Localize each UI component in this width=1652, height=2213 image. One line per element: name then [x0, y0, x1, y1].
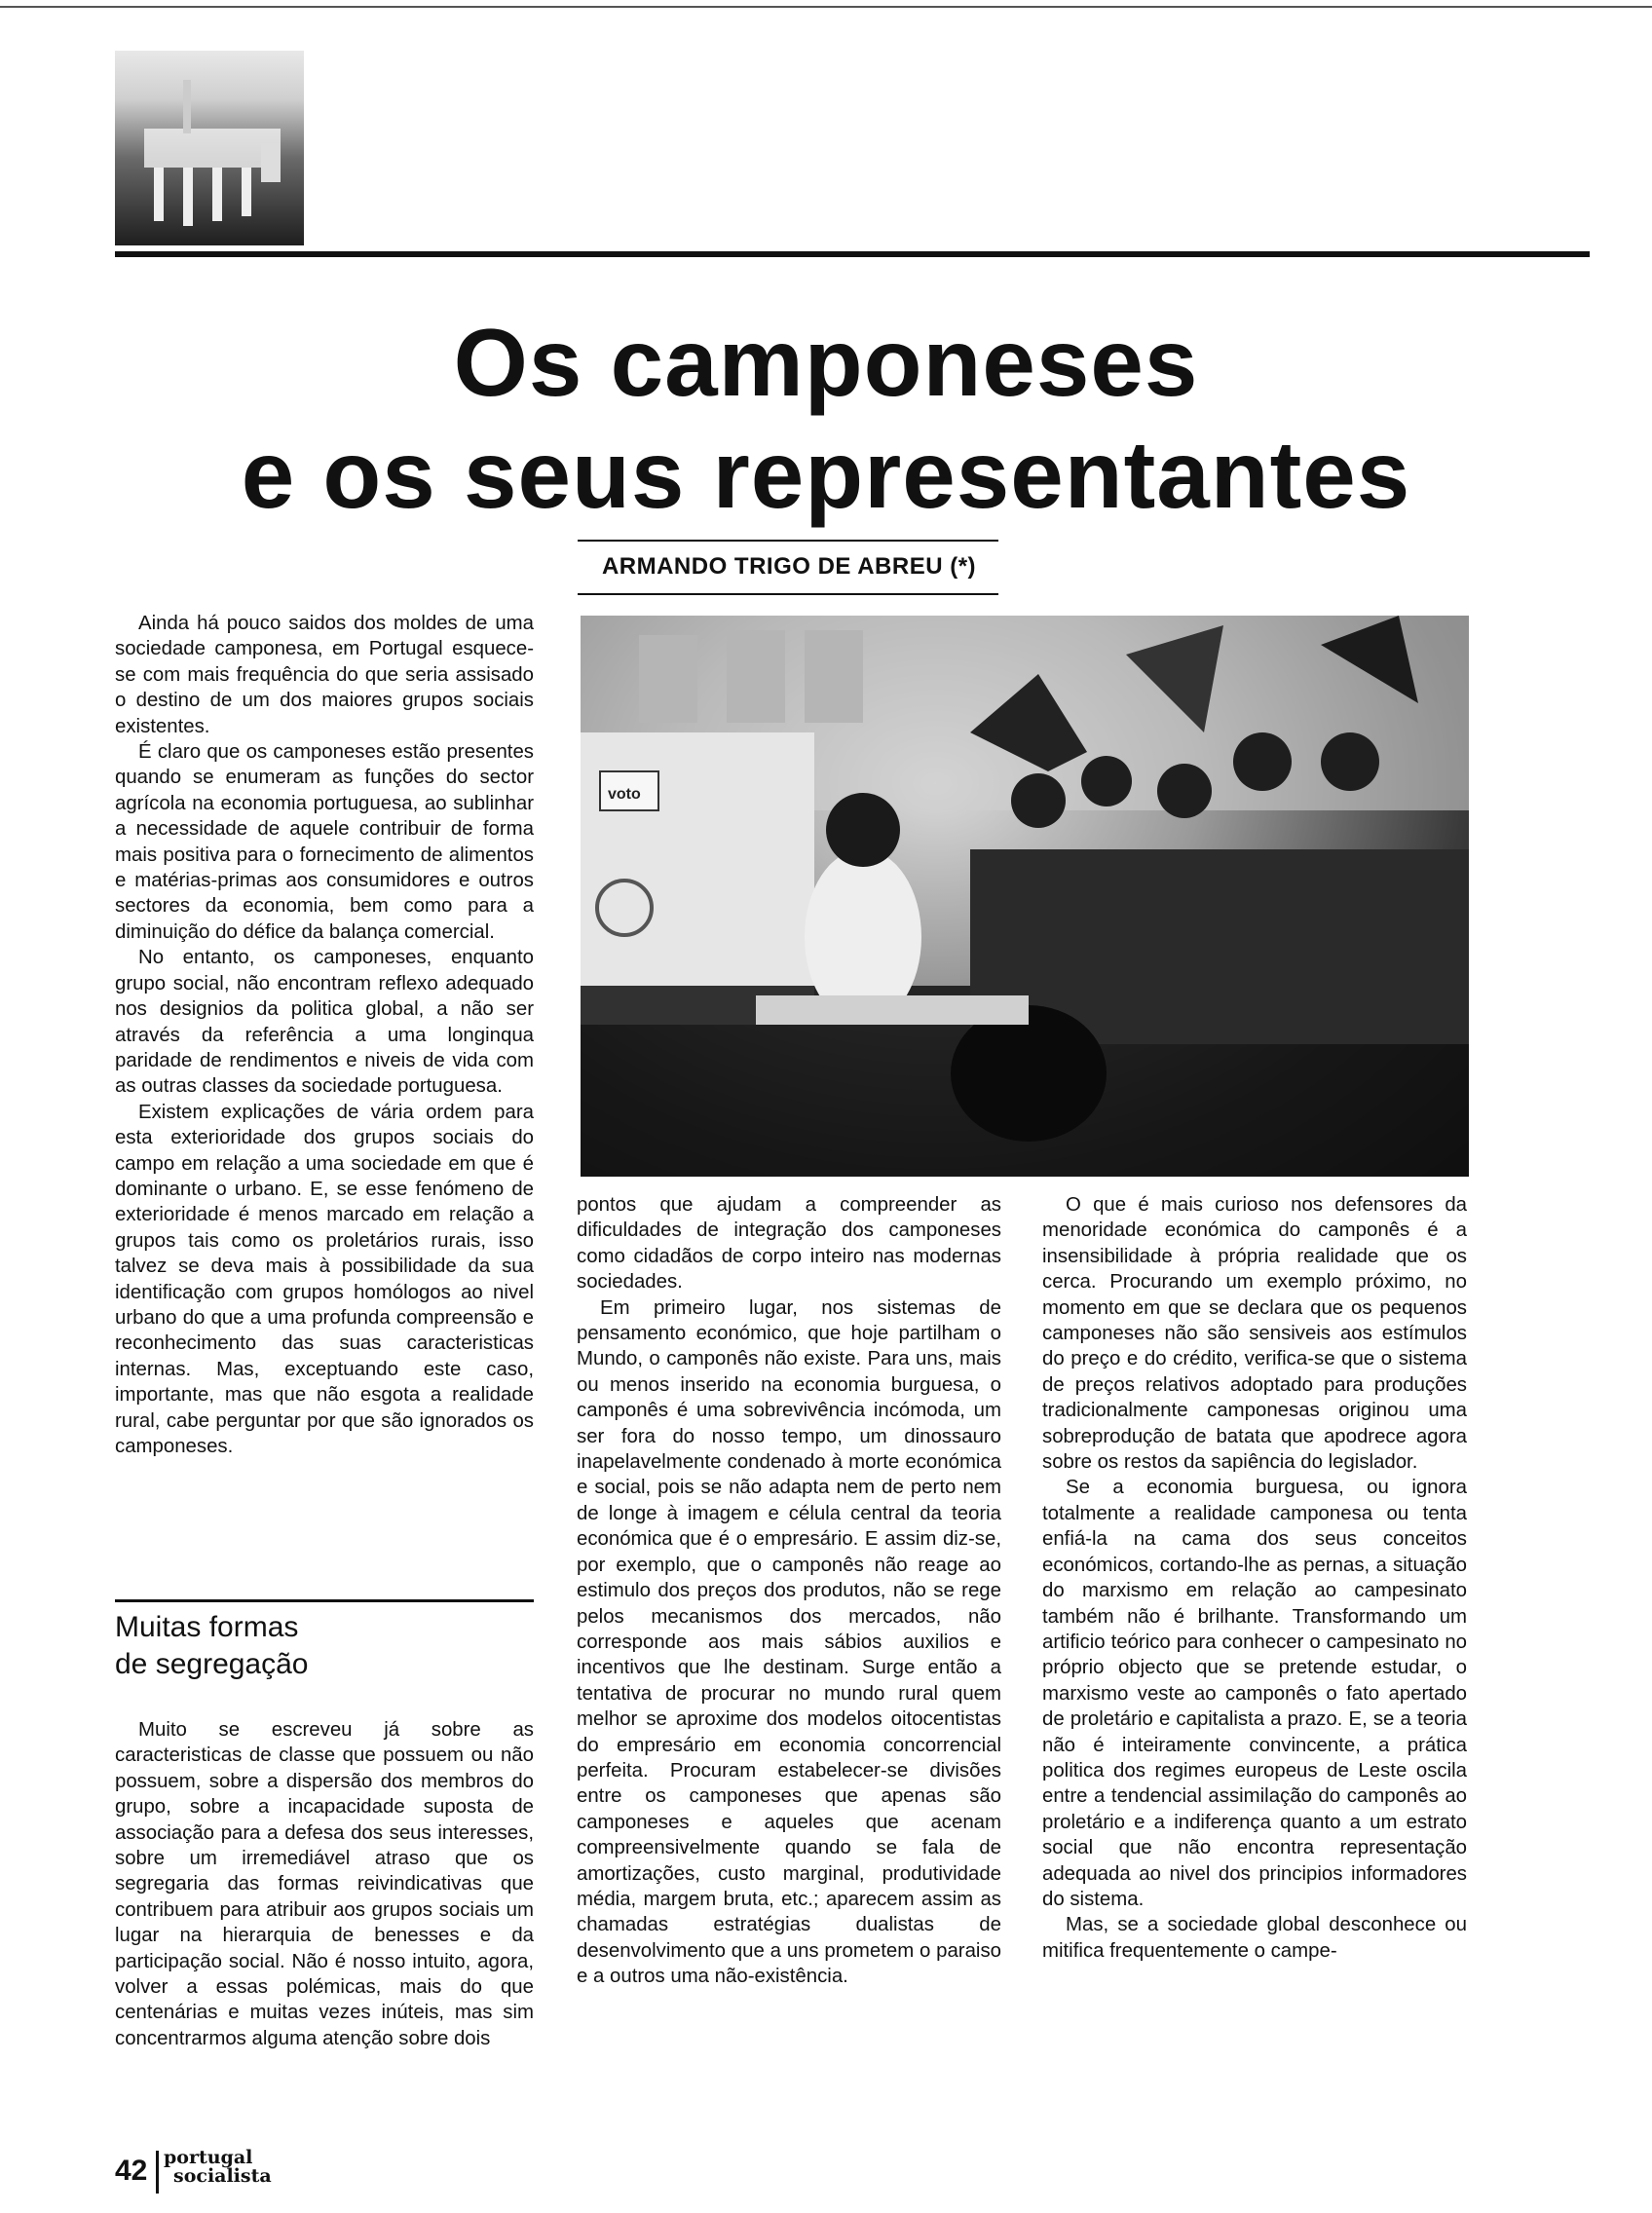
author-rule-top	[578, 540, 998, 542]
logo-line-1: portugal	[164, 2147, 253, 2168]
thumbnail-illustration	[115, 51, 304, 245]
header-rule	[115, 251, 1590, 257]
logo-line-2: socialista	[173, 2165, 272, 2187]
protest-photo-illustration	[581, 616, 1469, 1177]
paragraph: Se a economia burguesa, ou ignora totalmente a realidade camponesa ou tenta enfiá-la na cama dos seus conceitos económicos, cortando-lhe as pernas, a situação do marxismo em relação ao campesinato também não é brilhante. Transformando um artificio teórico para conhecer o campesinato no próprio objecto que se pretende estudar, o marxismo veste ao camponês o fato apertado de proletário e capitalista a prazo. E, se a teoria não é inteiramente convincente, a prática politica dos regimes europeus de Leste oscila entre a tendencial assimilação do camponês ao proletário e a indiferença quanto a um estrato social que não encontra representação adequada ao nivel dos principios informadores do sistema.	[1042, 1477, 1467, 1910]
paragraph: É claro que os camponeses estão presentes quando se enumeram as funções do sector agrícola na economia portuguesa, ao sublinhar a necessidade de aquele contribuir de forma mais positiva para o fornecimento de alimentos e matérias-primas aos consumidores e outros sectores da economia, bem como para a diminuição do défice da balança comercial.	[115, 741, 534, 943]
article-author: ARMANDO TRIGO DE ABREU (*)	[601, 553, 977, 580]
subheading-line-2: de segregação	[115, 1648, 309, 1680]
subheading-rule	[115, 1599, 534, 1602]
section-thumbnail-image	[115, 51, 304, 245]
article-title-line-2: e os seus representantes	[241, 421, 1411, 528]
column-3	[1042, 1192, 1467, 1964]
article-photo	[581, 616, 1469, 1177]
paragraph: Muito se escreveu já sobre as caracteristicas de classe que possuem ou não possuem, sobre a dispersão dos membros do grupo, sobre a incapacidade suposta de associação para a defesa dos seus interesses, sobre um irremediável atraso que os segregaria das formas reivindicativas que contribuem para atribuir aos grupos sociais um lugar na hierarquia de benesses e da participação social. Não é nosso intuito, agora, volver a essas polémicas, mais do que centenárias e muitas vezes inúteis, mas sim concentrarmos alguma atenção sobre dois	[115, 1719, 534, 2049]
paragraph: Existem explicações de vária ordem para esta exterioridade dos grupos sociais do campo em relação a uma sociedade em que é dominante o urbano. E, se esse fenómeno de exterioridade é menos marcado em relação a grupos tais como os proletários rurais, isso talvez se deva mais à possibilidade da sua identificação com grupos homólogos ao nivel urbano do que a uma profunda compreensão e reconhecimento das suas caracteristicas internas. Mas, exceptuando este caso, importante, mas que não esgota a realidade rural, cabe perguntar por que são ignorados os camponeses.	[115, 1101, 534, 1457]
paragraph: No entanto, os camponeses, enquanto grupo social, não encontram reflexo adequado nos designios da politica global, a não ser através da referência a uma longinqua paridade de rendimentos e niveis de vida com as outras classes da sociedade portuguesa.	[115, 947, 534, 1098]
column-2	[577, 1192, 1001, 1990]
paragraph: pontos que ajudam a compreender as dificuldades de integração dos camponeses como cidadãos de corpo inteiro nas modernas sociedades.	[577, 1194, 1001, 1294]
paragraph: Ainda há pouco saidos dos moldes de uma sociedade camponesa, em Portugal esquece-se com mais frequência do que seria assisado o destino de um dos maiores grupos sociais existentes.	[115, 613, 534, 737]
top-border-rule	[0, 6, 1652, 8]
paragraph: O que é mais curioso nos defensores da menoridade económica do camponês é a insensibilidade à própria realidade que os cerca. Procurando um exemplo próximo, no momento em que se declara que os pequenos camponeses não são sensiveis aos estímulos do preço e do crédito, verifica-se que o sistema de preços relativos adoptado para produções tradicionalmente camponesas originou uma sobreprodução de batata que apodrece agora sobre os restos da sapiência do legislador.	[1042, 1194, 1467, 1474]
subheading	[115, 1609, 534, 1683]
page-number: 42	[115, 2155, 148, 2187]
photo-sign-text: voto	[608, 786, 641, 803]
author-rule-bottom	[578, 593, 998, 595]
paragraph: Mas, se a sociedade global desconhece ou mitifica frequentemente o campe-	[1042, 1914, 1467, 1962]
footer-divider	[156, 2151, 159, 2194]
magazine-logo	[164, 2149, 272, 2186]
article-title-line-1: Os camponeses	[453, 309, 1199, 416]
column-1-section	[115, 1717, 534, 2051]
subheading-line-1: Muitas formas	[115, 1611, 299, 1643]
paragraph: Em primeiro lugar, nos sistemas de pensamento económico, que hoje partilham o Mundo, o camponês não existe. Para uns, mais ou menos inserido na economia burguesa, o camponês é uma sobrevivência incómoda, um ser fora do nosso tempo, um dinossauro inapelavelmente condenado à morte económica e social, pois se não adapta nem de perto nem de longe à imagem e célula central da teoria económica que é o empresário. E assim diz-se, por exemplo, que o camponês não reage ao estimulo dos preços dos produtos, não se rege pelos mecanismos dos mercados, não corresponde aos mais sábios auxilios e incentivos que lhe destinam. Surge então a tentativa de procurar no mundo rural quem melhor se aproxime dos modelos oitocentistas do empresário em economia concorrencial perfeita. Procuram estabelecer-se divisões entre os camponeses que apenas são camponeses e aqueles que acenam compreensivelmente quando se fala de amortizações, custo marginal, produtividade média, margem bruta, etc.; aparecem assim as chamadas estratégias dualistas de desenvolvimento que a uns prometem o paraiso e a outros uma não-existência.	[577, 1296, 1001, 1988]
column-1-intro	[115, 611, 534, 1459]
